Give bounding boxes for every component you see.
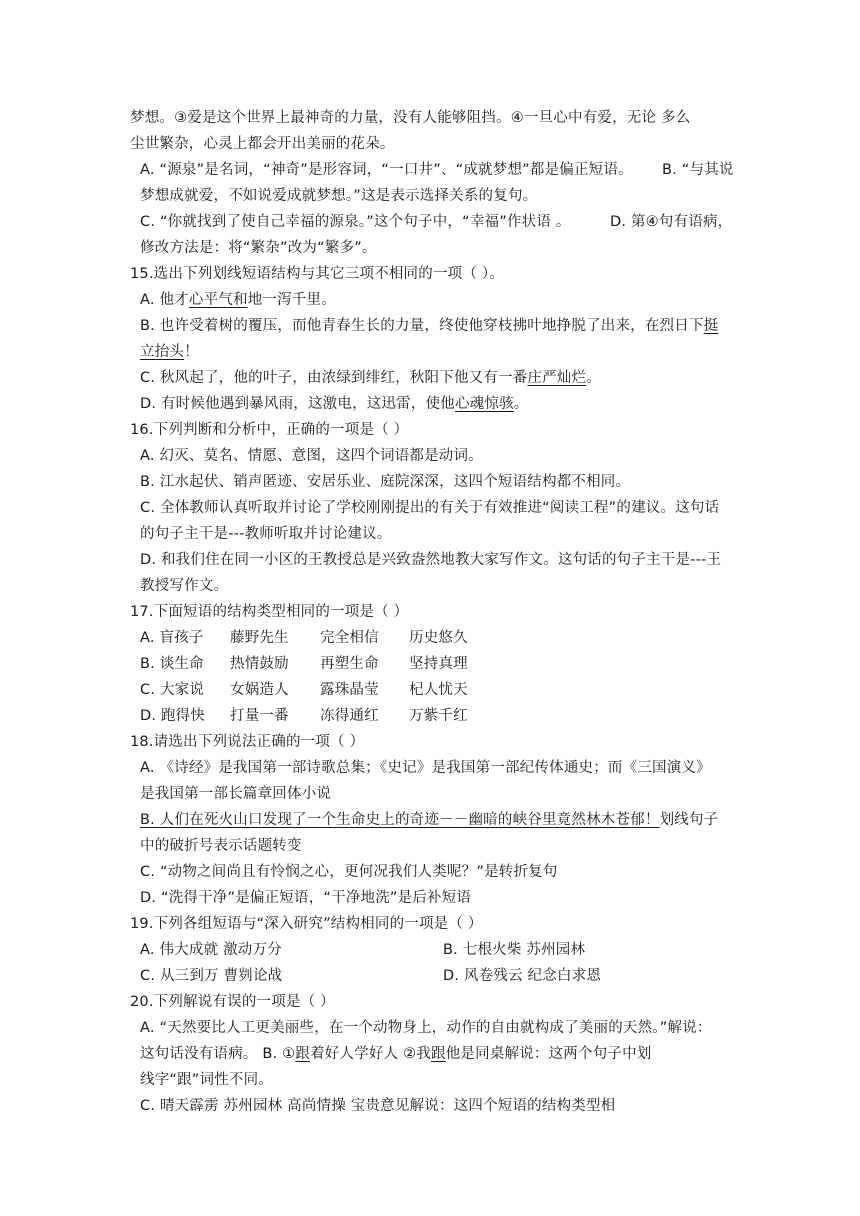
- q19-option-d: D. 风卷残云 纪念白求恩: [443, 968, 602, 984]
- q17-d-1: D. 跑得快: [140, 708, 206, 724]
- q17-a-1: A. 盲孩子: [140, 630, 204, 646]
- q15-a-post: 地一泻千里。: [247, 292, 336, 308]
- q16-option-d-cont: 教授写作文。: [140, 578, 229, 594]
- q20-option-a-cont: [140, 1044, 652, 1064]
- q14-option-b: B. “与其说: [662, 162, 734, 178]
- q15-c-underlined: 庄严灿烂: [527, 370, 587, 386]
- q16-option-a: A. 幻灭、莫名、情愿、意图，这四个词语都是动词。: [140, 448, 483, 464]
- q17-c-1: C. 大家说: [140, 682, 205, 698]
- q18-option-d: D. “洗得干净”是偏正短语，“干净地洗”是后补短语: [140, 890, 472, 906]
- q16-option-d: D. 和我们住在同一小区的王教授总是兴致盎然地教大家写作文。这句话的句子主干是---王: [140, 552, 722, 568]
- q18-option-a-cont: 是我国第一部长篇章回体小说: [140, 786, 332, 802]
- q17-b-1: B. 谈生命: [140, 656, 204, 672]
- q16-stem: 16.下列判断和分析中，正确的一项是（ ）: [130, 422, 409, 438]
- q15-stem: 15.选出下列划线短语结构与其它三项不相同的一项（ ）。: [130, 266, 505, 282]
- q18-option-b: [140, 810, 718, 830]
- q19-stem: 19.下列各组短语与“深入研究”结构相同的一项是（ ）: [130, 916, 483, 932]
- q15-b-underlined-1: 挺: [703, 318, 719, 334]
- q17-c-4: 杞人忧天: [409, 682, 468, 698]
- q16-option-b: B. 江水起伏、销声匿迹、安居乐业、庭院深深，这四个短语结构都不相同。: [140, 474, 631, 490]
- q17-d-3: 冻得通红: [320, 708, 379, 724]
- q14-option-d: D. 第④句有语病，: [610, 214, 733, 230]
- q15-a-underlined: 心平气和: [188, 292, 248, 308]
- q20-b-underlined-1: 跟: [295, 1046, 311, 1062]
- q19-option-c: C. 从三到万 曹刿论战: [140, 968, 283, 984]
- q20-a2-mid: 着好人学好人 ②我: [310, 1046, 431, 1062]
- q20-b-underlined-2: 跟: [431, 1046, 446, 1062]
- q14-option-b-cont: 梦想成就爱，不如说爱成就梦想。”这是表示选择关系的复句。: [140, 188, 538, 204]
- q17-d-2: 打量一番: [230, 708, 289, 724]
- q17-a-3: 完全相信: [320, 630, 379, 646]
- q18-option-a: A. 《诗经》是我国第一部诗歌总集；《史记》是我国第一部纪传体通史；而《三国演义》: [140, 760, 711, 776]
- q15-option-b: [140, 316, 718, 336]
- q17-b-2: 热情鼓励: [230, 656, 289, 672]
- q18-b-underlined: B. 人们在死火山口发现了一个生命史上的奇迹－－幽暗的峡谷里竟然林木苍郁！: [140, 812, 660, 828]
- q17-c-3: 露珠晶莹: [320, 682, 379, 698]
- q19-option-a: A. 伟大成就 激动万分: [140, 942, 282, 958]
- q17-d-4: 万紫千红: [409, 708, 468, 724]
- q15-d-pre: D. 有时候他遇到暴风雨，这激电，这迅雷，使他: [140, 396, 455, 412]
- q15-d-underlined: 心魂惊骇: [454, 396, 514, 412]
- q18-stem: 18.请选出下列说法正确的一项（ ）: [130, 734, 365, 750]
- q18-option-b-cont: 中的破折号表示话题转变: [140, 838, 302, 854]
- q20-a2-post: 他是同桌解说：这两个句子中划: [445, 1046, 652, 1062]
- q17-b-4: 坚持真理: [409, 656, 468, 672]
- q20-option-c: C. 晴天霹雳 苏州园林 高尚情操 宝贵意见解说：这四个短语的结构类型相: [140, 1098, 616, 1114]
- q15-option-d: [140, 394, 529, 414]
- q15-option-a: [140, 290, 336, 310]
- q20-option-b-cont: 线字“跟”词性不同。: [140, 1072, 274, 1088]
- q17-b-3: 再塑生命: [320, 656, 379, 672]
- q17-a-4: 历史悠久: [409, 630, 468, 646]
- q14-line-1: 梦想。③爱是这个世界上最神奇的力量，没有人能够阻挡。④一旦心中有爱，无论 多么: [130, 110, 691, 126]
- q15-option-b-cont: [140, 342, 199, 362]
- q15-b-line1: B. 也许受着树的覆压，而他青春生长的力量，终使他穿枝拂叶地挣脱了出来，在烈日下: [140, 318, 704, 334]
- q15-c-pre: C. 秋风起了，他的叶子，由浓绿到绯红，秋阳下他又有一番: [140, 370, 528, 386]
- q20-stem: 20.下列解说有误的一项是（ ）: [130, 994, 335, 1010]
- q17-c-2: 女娲造人: [230, 682, 289, 698]
- q15-d-post: 。: [513, 396, 529, 412]
- q18-option-c: C. “动物之间尚且有怜悯之心，更何况我们人类呢？”是转折复句: [140, 864, 558, 880]
- q14-line-2: 尘世繁杂，心灵上都会开出美丽的花朵。: [130, 136, 395, 152]
- q16-option-c: C. 全体教师认真听取并讨论了学校刚刚提出的有关于有效推进“阅读工程”的建议。这句话: [140, 500, 720, 516]
- q15-b-underlined-2: 立抬头: [140, 344, 185, 360]
- q15-b-post: ！: [184, 344, 199, 360]
- q14-option-c: C. “你就找到了使自己幸福的源泉。”这个句子中，“幸福”作状语 。: [140, 214, 571, 230]
- q14-option-d-cont: 修改方法是：将“繁杂”改为“繁多”。: [140, 240, 377, 256]
- q15-c-post: 。: [586, 370, 601, 386]
- q16-option-c-cont: 的句子主干是---教师听取并讨论建议。: [140, 526, 392, 542]
- q17-a-2: 藤野先生: [230, 630, 289, 646]
- q18-b-post: 划线句子: [659, 812, 719, 828]
- q17-stem: 17.下面短语的结构类型相同的一项是（ ）: [130, 604, 409, 620]
- q19-option-b: B. 七根火柴 苏州园林: [443, 942, 586, 958]
- q15-a-pre: A. 他才: [140, 292, 189, 308]
- q20-a2-pre: 这句话没有语病。 B. ①: [140, 1046, 296, 1062]
- q15-option-c: [140, 368, 601, 388]
- q14-option-a: A. “源泉”是名词，“神奇”是形容词，“一口井”、“成就梦想”都是偏正短语。: [140, 162, 633, 178]
- q20-option-a: A. “天然要比人工更美丽些，在一个动物身上，动作的自由就构成了美丽的天然。”解说：: [140, 1020, 712, 1036]
